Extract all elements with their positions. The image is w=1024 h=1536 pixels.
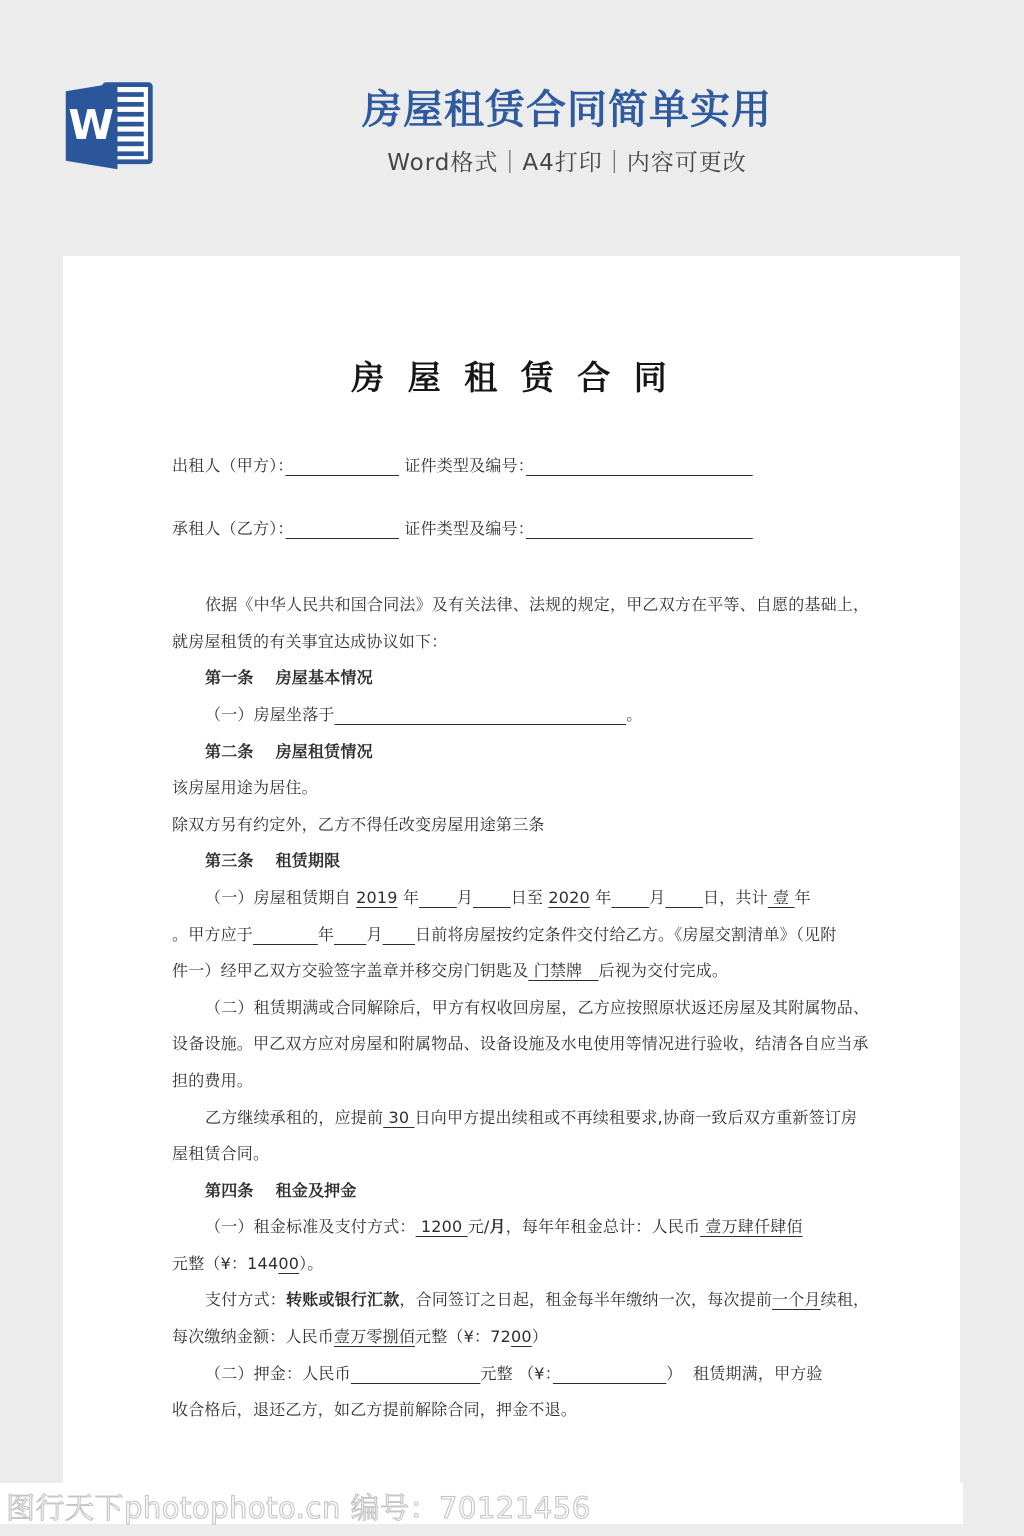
contract-line — [172, 1282, 870, 1319]
fill-in-blank — [253, 925, 318, 944]
fill-in-blank — [286, 519, 399, 538]
contract-line — [172, 624, 852, 661]
fill-in-blank — [526, 519, 753, 538]
word-icon — [62, 78, 156, 174]
contract-line — [172, 1173, 852, 1210]
fill-in-blank — [611, 888, 649, 907]
template-subtitle: Word格式｜A4打印｜内容可更改 — [387, 150, 747, 176]
contract-text: 就房屋租赁的有关事宜达成协议如下： — [172, 631, 448, 651]
fill-in-blank: 壹 — [767, 887, 795, 907]
contract-text: 元整（¥：72 — [415, 1327, 511, 1347]
contract-text: 月 — [649, 887, 666, 907]
fill-in-blank — [553, 1364, 666, 1383]
contract-text: 第一条 房屋基本情况 — [205, 668, 373, 688]
contract-text: 依据《中华人民共和国合同法》及有关法律、法规的规定，甲乙双方在平等、自愿的基础上， — [205, 595, 870, 615]
contract-line — [172, 660, 852, 697]
header-block — [347, 86, 787, 177]
contract-line — [172, 1246, 852, 1283]
contract-line — [172, 953, 852, 990]
contract-text: 证件类型及编号： — [404, 456, 526, 475]
contract-line — [172, 734, 852, 771]
contract-text: 日，共计 — [703, 887, 768, 907]
contract-text: 设备设施。甲乙双方应对房屋和附属物品、设备设施及水电使用等情况进行验收，结清各自应当承 — [172, 1034, 869, 1054]
contract-text: ，合同签订之日起，租金每半年缴纳一次，每次提前 — [399, 1290, 773, 1310]
contract-text: 续租， — [820, 1290, 870, 1310]
contract-text: 月 — [366, 924, 383, 944]
contract-text: 乙方继续承租的，应提前 — [205, 1107, 384, 1127]
contract-text: 元整 （¥： — [480, 1363, 553, 1383]
fill-in-blank: 00 — [278, 1253, 300, 1273]
contract-text: 每次缴纳金额：人民币 — [172, 1327, 335, 1347]
contract-text: 证件类型及编号： — [404, 518, 526, 538]
contract-line — [172, 770, 852, 807]
contract-text: 元整（¥：144 — [172, 1253, 279, 1273]
fill-in-blank: 壹万零捌佰 — [334, 1327, 416, 1347]
contract-line — [172, 1392, 852, 1429]
contract-text: ） — [531, 1327, 548, 1347]
fill-in-blank: 壹万肆仟肆佰 — [700, 1217, 803, 1237]
contract-text: （一）房屋坐落于 — [205, 704, 335, 724]
contract-line — [172, 990, 870, 1027]
fill-in-blank — [335, 705, 627, 724]
contract-text: 后视为交付完成。 — [598, 961, 729, 981]
contract-text: 年 — [589, 887, 612, 907]
contract-line — [172, 587, 870, 624]
contract-line — [172, 1319, 852, 1356]
contract-text: 该房屋用途为居住。 — [172, 778, 318, 798]
fill-in-blank: 一个月 — [772, 1290, 821, 1310]
contract-line — [172, 917, 852, 954]
fill-in-blank — [419, 888, 457, 907]
contract-text: （一）房屋租赁期自 — [205, 887, 357, 907]
contract-text: 年 — [794, 887, 811, 907]
document-page — [63, 256, 960, 1524]
fill-in-blank: 2020 — [548, 887, 590, 907]
contract-text: （二）押金：人民币 — [205, 1363, 351, 1383]
template-title: 房屋租赁合同简单实用 — [362, 87, 772, 133]
fill-in-blank: 30 — [383, 1107, 415, 1127]
contract-line — [172, 843, 852, 880]
contract-text: 日向甲方提出续租或不再续租要求,协商一致后双方重新签订房 — [414, 1107, 858, 1127]
contract-text: 支付方式： — [205, 1290, 287, 1310]
contract-text: 元/ — [467, 1217, 490, 1237]
fill-in-blank — [473, 888, 511, 907]
contract-text: 日前将房屋按约定条件交付给乙方。《房屋交割清单》（见附 — [415, 924, 837, 944]
contract-text: 月 — [456, 887, 474, 907]
fill-in-blank — [383, 925, 415, 944]
contract-text: ） 租赁期满，甲方验 — [666, 1363, 823, 1383]
watermark-text: 图行天下photophoto.cn 编号：70121456 — [6, 1491, 591, 1525]
contract-body — [172, 448, 870, 1429]
contract-text: 。甲方应于 — [172, 924, 254, 944]
contract-text: 第三条 租赁期限 — [205, 851, 341, 871]
contract-text: ）。 — [299, 1253, 324, 1273]
contract-text: 第四条 租金及押金 — [205, 1180, 357, 1200]
contract-line — [172, 511, 852, 548]
fill-in-blank: 2019 — [356, 887, 398, 907]
contract-line — [172, 880, 852, 917]
contract-text: 日至 — [510, 887, 549, 907]
contract-line — [172, 1063, 852, 1100]
contract-line — [172, 697, 852, 734]
contract-text: 屋租赁合同。 — [172, 1144, 270, 1164]
fill-in-blank — [286, 456, 399, 475]
contract-text: 出租人（甲方）： — [172, 456, 286, 475]
contract-text: 。 — [626, 704, 643, 724]
contract-text: 件一）经甲乙双方交验签字盖章并移交房门钥匙及 — [172, 961, 529, 981]
contract-text: （一）租金标准及支付方式： — [205, 1217, 416, 1237]
fill-in-blank — [665, 888, 703, 907]
contract-text: 年 — [397, 887, 420, 907]
fill-in-blank — [334, 925, 366, 944]
contract-line — [172, 807, 852, 844]
contract-line — [172, 1026, 869, 1063]
contract-text: 转账或银行汇款 — [286, 1290, 400, 1310]
word-icon-letter: W — [68, 101, 114, 150]
contract-line — [172, 448, 852, 485]
contract-text: 年 — [317, 924, 335, 944]
fill-in-blank: 00 — [510, 1327, 532, 1347]
contract-text: （二）租赁期满或合同解除后，甲方有权收回房屋，乙方应按照原状返还房屋及其附属物品、 — [205, 997, 870, 1017]
contract-line — [172, 1209, 852, 1246]
contract-line — [172, 1136, 852, 1173]
contract-text: 除双方另有约定外，乙方不得任改变房屋用途第三条 — [172, 814, 545, 834]
contract-text: 担的费用。 — [172, 1070, 254, 1090]
fill-in-blank — [526, 456, 753, 475]
contract-text: ，每年年租金总计：人民币 — [505, 1217, 701, 1237]
contract-text: 收合格后，退还乙方，如乙方提前解除合同，押金不退。 — [172, 1400, 578, 1420]
fill-in-blank — [351, 1364, 481, 1383]
contract-text: 第二条 房屋租赁情况 — [205, 741, 373, 761]
contract-text: 月 — [489, 1217, 506, 1237]
contract-line — [172, 1356, 852, 1393]
contract-text: 承租人（乙方）： — [172, 518, 286, 538]
fill-in-blank: 门禁牌 — [528, 961, 599, 981]
fill-in-blank: 1200 — [415, 1217, 468, 1237]
contract-line — [172, 1100, 858, 1137]
contract-title: 房 屋 租 赁 合 同 — [351, 358, 673, 397]
